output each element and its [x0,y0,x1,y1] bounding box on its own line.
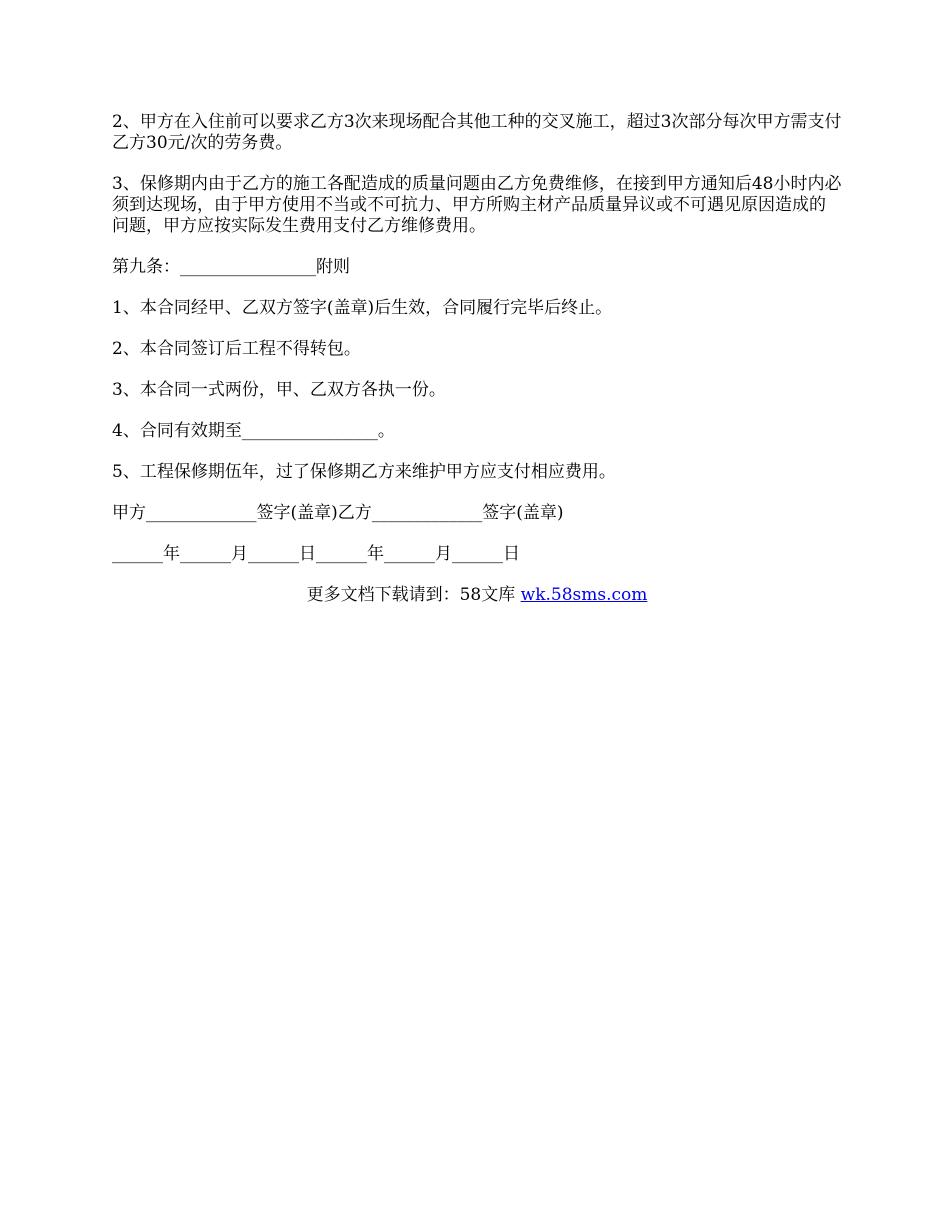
clause-paragraph: 3、本合同一式两份，甲、乙双方各执一份。 [112,380,446,400]
footer-text: 更多文档下载请到：58文库 [306,585,521,605]
article-heading: 第九条：________________附则 [112,257,350,277]
clause-paragraph: 4、合同有效期至________________。 [112,421,395,441]
clause-paragraph: 5、工程保修期伍年，过了保修期乙方来维护甲方应支付相应费用。 [112,462,616,482]
download-footer [112,585,842,606]
document-page [112,112,842,606]
clause-paragraph: 1、本合同经甲、乙双方签字(盖章)后生效，合同履行完毕后终止。 [112,298,613,318]
signature-line: 甲方_____________签字(盖章)乙方_____________签字(盖章) [112,503,564,523]
footer-link[interactable]: wk.58sms.com [520,585,648,605]
clause-paragraph: 3、保修期内由于乙方的施工各配造成的质量问题由乙方免费维修，在接到甲方通知后48小时内必须到达现场，由于甲方使用不当或不可抗力、甲方所购主材产品质量异议或不可遇见原因造成的问题，甲方应按实际发生费用支付乙方维修费用。 [112,174,842,236]
date-line: ______年______月______日______年______月______日 [112,544,520,564]
clause-paragraph: 2、甲方在入住前可以要求乙方3次来现场配合其他工种的交叉施工，超过3次部分每次甲方需支付乙方30元/次的劳务费。 [112,112,842,153]
clause-paragraph: 2、本合同签订后工程不得转包。 [112,339,361,359]
